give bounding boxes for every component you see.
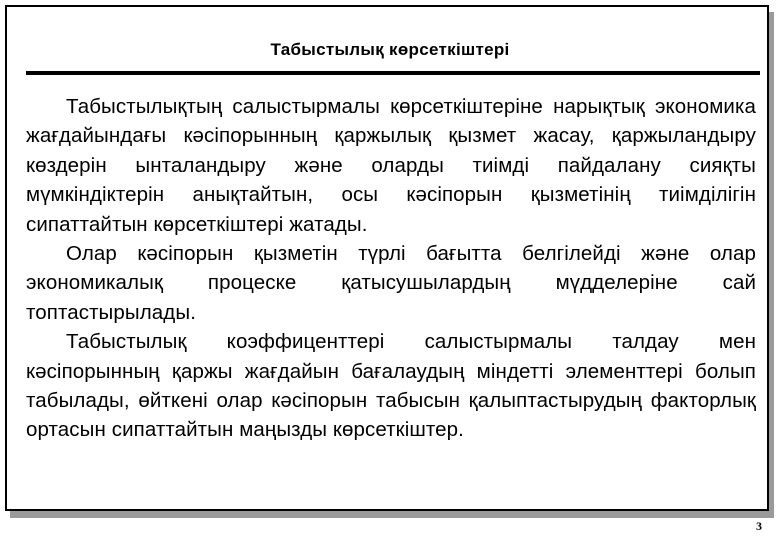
page-number: 3 [756,519,762,533]
slide-body [26,92,756,445]
paragraph-3: Табыстылық коэффиценттері салыстырмалы талдау мен кәсіпорынның қаржы жағдайын бағалаудың міндетті элементтері болып табылады, өйткені олар кәсіпорын табысын қалыптастырудың факторлық ортасын сипаттайтын маңызды көрсеткіштер. [26,330,756,442]
paragraph-2: Олар кәсіпорын қызметін түрлі бағытта белгілейді және олар экономикалық процеске қатысушылардың мүдделеріне сай топтастырылады. [26,242,756,324]
paragraph-1: Табыстылықтың салыстырмалы көрсеткіштеріне нарықтық экономика жағдайындағы кәсіпорынның қаржылық қызмет жасау, қаржыландыру көздерін ынталандыру және оларды тиімді пайдалану сияқты мүмкіндіктерін анықтайтын, осы кәсіпорын қызметінің тиімділігін сипаттайтын көрсеткіштері жатады. [26,95,756,236]
slide-title: Табыстылық көрсеткіштері [270,40,510,59]
title-underline [26,71,760,75]
